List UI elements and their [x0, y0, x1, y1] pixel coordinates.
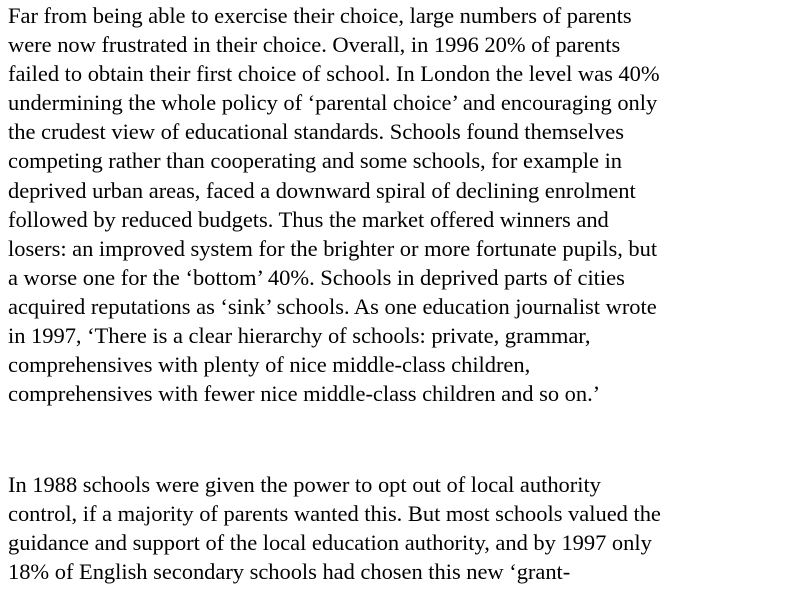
- paragraph-opt-out: [8, 470, 798, 586]
- text-line: followed by reduced budgets. Thus the market offered winners and: [8, 206, 609, 232]
- text-line: losers: an improved system for the brighter or more fortunate pupils, but: [8, 235, 658, 261]
- text-line: deprived urban areas, faced a downward spiral of declining enrolment: [8, 177, 636, 203]
- text-line: comprehensives with fewer nice middle-class children and so on.’: [8, 381, 601, 407]
- text-line: 18% of English secondary schools had chosen this new ‘grant-: [8, 559, 571, 585]
- paragraph-school-choice: [8, 1, 798, 408]
- text-line: in 1997, ‘There is a clear hierarchy of schools: private, grammar,: [8, 323, 591, 349]
- text-line: competing rather than cooperating and some schools, for example in: [8, 148, 623, 174]
- text-line: Far from being able to exercise their choice, large numbers of parents: [8, 3, 632, 28]
- text-line: were now frustrated in their choice. Overall, in 1996 20% of parents: [8, 32, 621, 58]
- text-line: failed to obtain their first choice of school. In London the level was 40%: [8, 61, 660, 87]
- text-line: control, if a majority of parents wanted this. But most schools valued the: [8, 501, 661, 527]
- text-line: acquired reputations as ‘sink’ schools. As one education journalist wrote: [8, 293, 657, 319]
- text-line: undermining the whole policy of ‘parental choice’ and encouraging only: [8, 90, 658, 116]
- text-line: the crudest view of educational standards. Schools found themselves: [8, 119, 624, 145]
- text-line: a worse one for the ‘bottom’ 40%. Schools in deprived parts of cities: [8, 264, 625, 290]
- text-line: In 1988 schools were given the power to opt out of local authority: [8, 472, 601, 497]
- text-line: comprehensives with plenty of nice middle-class children,: [8, 352, 531, 378]
- text-line: guidance and support of the local education authority, and by 1997 only: [8, 530, 652, 556]
